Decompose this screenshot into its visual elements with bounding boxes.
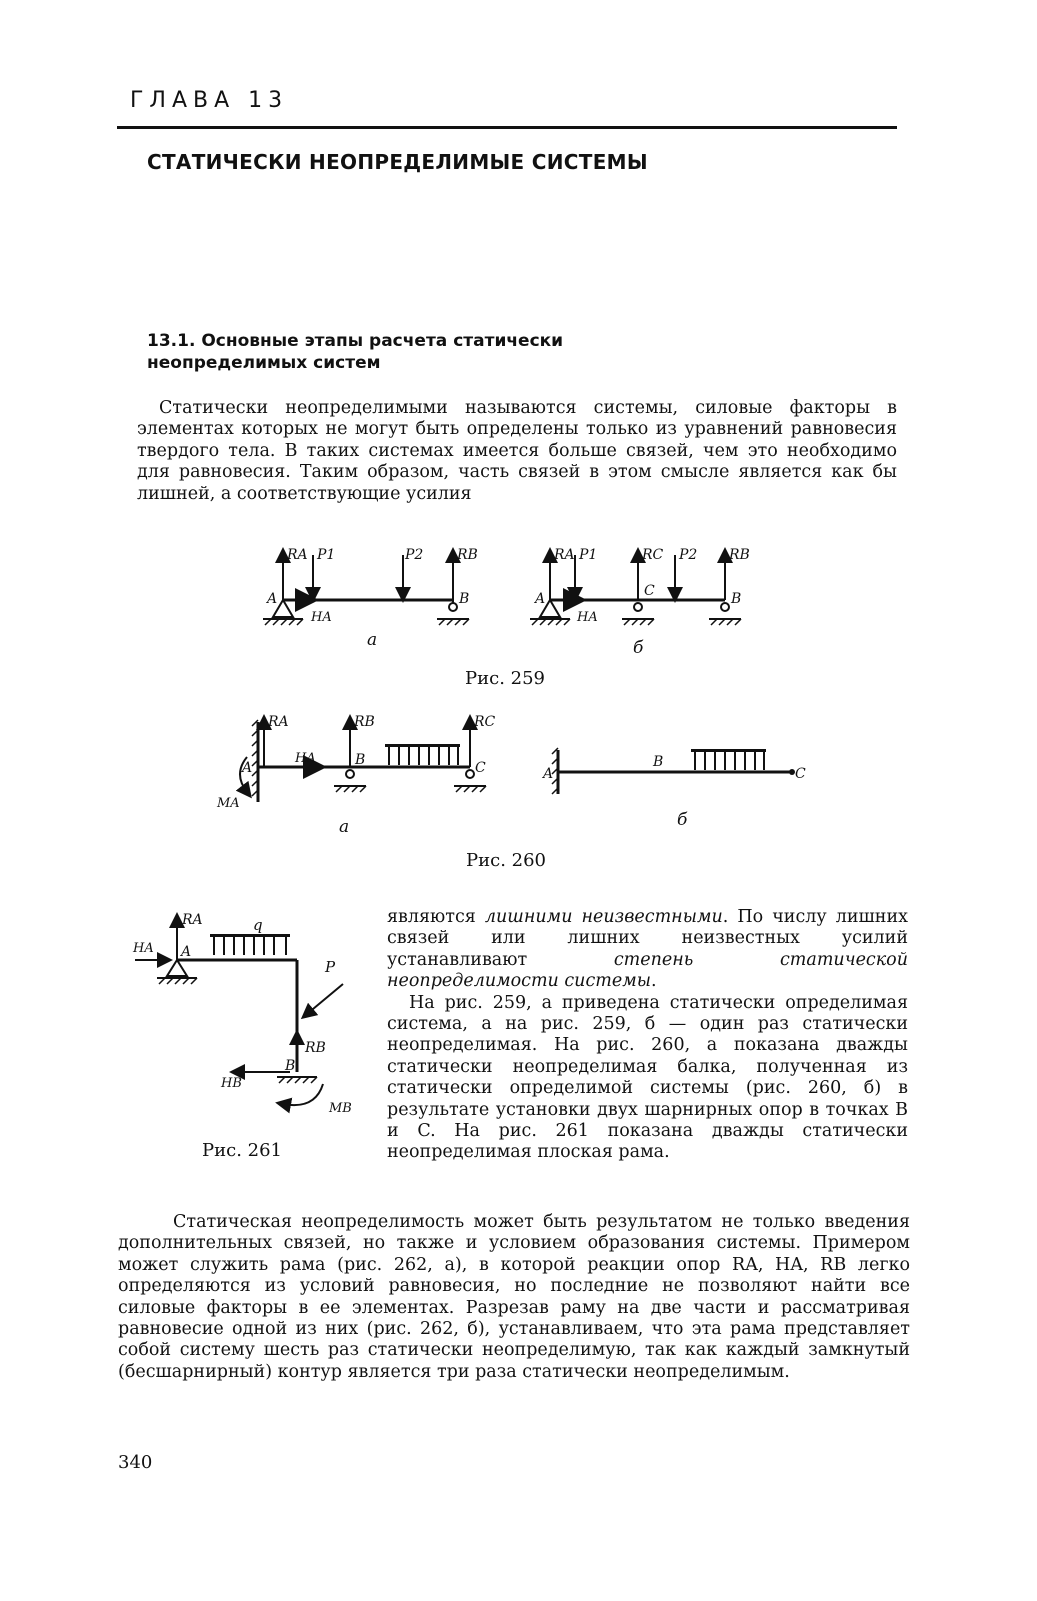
label-RA: RA: [554, 547, 575, 563]
chapter-title: СТАТИЧЕСКИ НЕОПРЕДЕЛИМЫЕ СИСТЕМЫ: [147, 150, 648, 174]
paragraph-side-2: На рис. 259, а приведена статически определимая система, а на рис. 259, б — один раз статически неопределимая. На рис. 260, а показана дважды статически неопределимая балка, полученная из статически определимой системы (рис. 260, б) в результате установки двух шарнирных опор в точках B и C. На рис. 261 показана дважды статически неопределимая плоская рама.: [387, 992, 908, 1163]
label-RB: RB: [457, 547, 478, 563]
label-HB: HB: [221, 1076, 242, 1091]
figure-260-a: [216, 714, 496, 837]
label-MA: MA: [217, 796, 240, 811]
chapter-rule: [117, 126, 897, 129]
figure-259-sub-b: б: [633, 638, 644, 658]
paragraph-side-text-a: являются: [387, 907, 485, 927]
label-HA: HA: [295, 751, 316, 766]
figure-259-a: [263, 547, 478, 650]
label-B: B: [285, 1058, 296, 1074]
figure-261: [125, 912, 360, 1132]
label-A: A: [543, 766, 554, 782]
label-HA: HA: [133, 941, 154, 956]
paragraph-bottom: [118, 1212, 910, 1383]
chapter-label: ГЛАВА 13: [130, 88, 289, 113]
label-A: A: [267, 591, 278, 607]
label-C: C: [475, 760, 486, 776]
label-C: C: [644, 583, 655, 599]
label-B: B: [459, 591, 470, 607]
paragraph-side-text-b: . По числу лишних связей или лишних неизвестных усилий устанавливают: [387, 907, 909, 970]
label-P2: P2: [405, 547, 424, 563]
label-A: A: [242, 760, 253, 776]
figure-259-sub-a: а: [367, 630, 378, 650]
page-number: 340: [118, 1452, 153, 1473]
label-A: A: [535, 591, 546, 607]
figure-259-b: [530, 547, 750, 658]
label-MB: MB: [329, 1101, 352, 1116]
label-RC: RC: [642, 547, 664, 563]
paragraph-side-em2: степень статической неопределимости системы: [387, 949, 908, 992]
paragraph-side: [387, 907, 908, 1164]
figure-259-caption: Рис. 259: [465, 668, 545, 689]
label-B: B: [355, 752, 366, 768]
label-A: A: [181, 944, 192, 960]
label-P: P: [325, 958, 336, 976]
section-title-line1: 13.1. Основные этапы расчета статически: [147, 331, 564, 351]
label-P1: P1: [317, 547, 336, 563]
paragraph-bottom-text: Статическая неопределимость может быть результатом не только введения дополнительных связей, но также и условием образования системы. Примером может служить рама (рис. 262, а), в которой реакции опор RA, HA, RB легко определяются из условий равновесия, но последние не позволяют найти все силовые факторы в ее элементах. Разрезав раму на две части и рассматривая равновесие одной из них (рис. 262, б), устанавливаем, что эта рама представляет собой систему шесть раз статически неопределимую, так как каждый замкнутый (бесшарнирный) контур является три раза статически неопределимым.: [118, 1212, 910, 1382]
label-B: B: [731, 591, 742, 607]
paragraph-side-em1: лишними неизвестными: [484, 907, 723, 927]
label-RB: RB: [305, 1040, 326, 1056]
paragraph-intro: [137, 398, 897, 505]
figure-260-sub-a: а: [339, 817, 350, 837]
label-RB: RB: [729, 547, 750, 563]
paragraph-side-text-c: .: [650, 971, 657, 992]
label-q: q: [253, 916, 263, 934]
label-HA: HA: [311, 610, 332, 625]
label-B: B: [653, 754, 664, 770]
label-RA: RA: [182, 912, 203, 928]
figure-261-caption: Рис. 261: [202, 1140, 282, 1161]
label-RA: RA: [287, 547, 308, 563]
label-P2: P2: [679, 547, 698, 563]
section-title-line2: неопределимых систем: [147, 353, 381, 373]
figure-259: [255, 545, 755, 685]
section-title: [147, 330, 563, 374]
label-RB: RB: [354, 714, 375, 730]
figure-260: [217, 712, 825, 837]
label-P1: P1: [579, 547, 598, 563]
label-RC: RC: [474, 714, 496, 730]
paragraph-intro-text: Статически неопределимыми называются системы, силовые факторы в элементах которых не могут быть определены только из уравнений равновесия твердого тела. В таких системах имеется больше связей, чем это необходимо для равновесия. Таким образом, часть связей в этом смысле является как бы лишней, а соответствующие усилия: [137, 398, 897, 504]
figure-260-b: [541, 748, 806, 830]
label-C: C: [795, 766, 806, 782]
label-HA: HA: [577, 610, 598, 625]
figure-260-sub-b: б: [677, 810, 688, 830]
label-RA: RA: [268, 714, 289, 730]
figure-260-caption: Рис. 260: [466, 850, 546, 871]
